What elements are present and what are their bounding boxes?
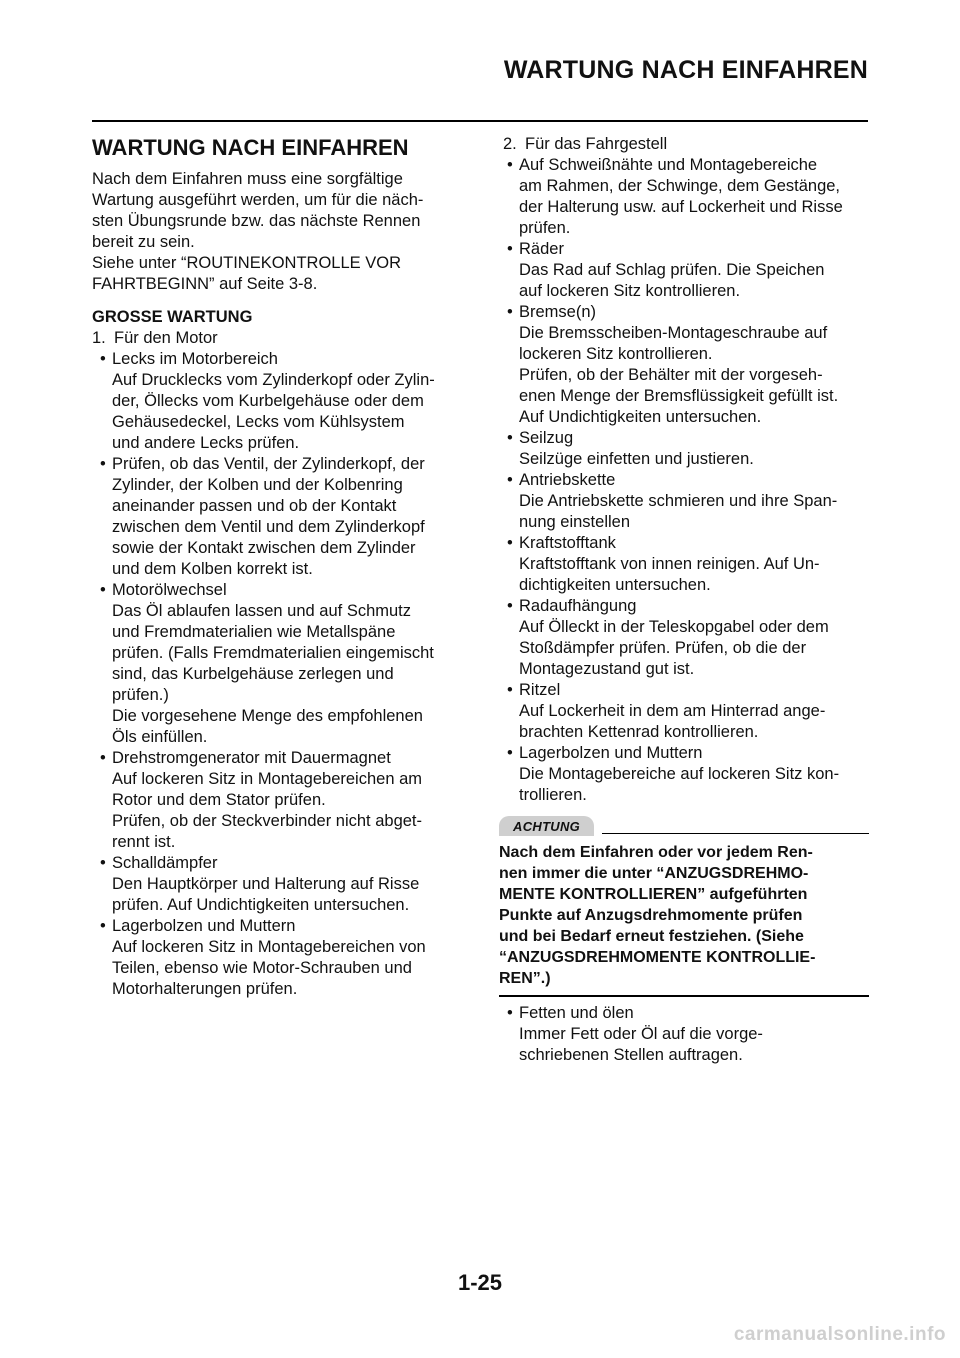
- section-title: WARTUNG NACH EINFAHREN: [92, 135, 409, 160]
- bullet-text: Die Montagebereiche auf lockeren Sitz kon-: [519, 765, 840, 783]
- bullet-heading: Antriebskette: [519, 471, 616, 489]
- bullet-heading: Kraftstofftank: [519, 534, 616, 552]
- bullet-icon: •: [100, 853, 106, 872]
- item-label: Für den Motor: [114, 328, 218, 347]
- bullet-text: Die Antriebskette schmieren und ihre Span-: [519, 492, 838, 510]
- bullet-heading: Prüfen, ob das Ventil, der Zylinderkopf, der: [112, 454, 425, 473]
- bullet-item: [507, 470, 869, 533]
- bullet-text: Auf Ölleckt in der Teleskopgabel oder dem: [519, 618, 829, 636]
- engine-checklist: [92, 349, 462, 1000]
- bullet-heading: Räder: [519, 240, 564, 258]
- subheading-grosse-wartung: GROSSE WARTUNG: [92, 307, 253, 326]
- chassis-checklist: [499, 155, 869, 806]
- bullet-item: [507, 680, 869, 743]
- numbered-item-chassis: [503, 134, 869, 155]
- bullet-icon: •: [507, 681, 513, 699]
- bullet-icon: •: [507, 303, 513, 321]
- right-column: [499, 134, 869, 1066]
- bullet-icon: •: [507, 597, 513, 615]
- bullet-text: Montagezustand gut ist.: [519, 660, 695, 678]
- bullet-text: dichtigkeiten untersuchen.: [519, 576, 711, 594]
- bullet-item: [507, 533, 869, 596]
- bullet-text: Auf lockeren Sitz in Montagebereichen von: [112, 937, 426, 956]
- item-label: Für das Fahrgestell: [525, 135, 668, 153]
- bullet-text: prüfen. (Falls Fremdmaterialien eingemischt: [112, 643, 434, 662]
- bullet-text: Den Hauptkörper und Halterung auf Risse: [112, 874, 420, 893]
- bullet-icon: •: [507, 429, 513, 447]
- bullet-item: [100, 580, 462, 748]
- bullet-heading: Motorölwechsel: [112, 580, 227, 599]
- bullet-item: [507, 596, 869, 680]
- bullet-heading: Ritzel: [519, 681, 561, 699]
- caution-text: Nach dem Einfahren oder vor jedem Ren- nen immer die unter “ANZUGSDREHMO- MENTE KONTROLLIEREN” aufgeführten Punkte auf Anzugsdrehmomente prüfen und bei Bedarf erneut festziehen. (Siehe “ANZUGSDREHMOMENTE KONTROLLIE- REN”.): [499, 844, 816, 987]
- bullet-heading: Lecks im Motorbereich: [112, 349, 278, 368]
- bullet-text: Das Rad auf Schlag prüfen. Die Speichen: [519, 261, 825, 279]
- caution-end-rule: [499, 995, 869, 997]
- intro-paragraph: Nach dem Einfahren muss eine sorgfältige Wartung ausgeführt werden, um für die näch- sten Übungsrunde bzw. das nächste Rennen bereit zu sein. Siehe unter “ROUTINEKONTROLLE VOR FAHRTBEGINN” auf Seite 3-8.: [92, 169, 424, 293]
- item-number: 1.: [92, 328, 106, 347]
- page-header-title: WARTUNG NACH EINFAHREN: [503, 56, 868, 84]
- bullet-text: auf lockeren Sitz kontrollieren.: [519, 282, 741, 300]
- page-number: 1-25: [457, 1270, 503, 1295]
- bullet-icon: •: [100, 349, 106, 368]
- bullet-text: aneinander passen und ob der Kontakt: [112, 496, 397, 515]
- bullet-text: Seilzüge einfetten und justieren.: [519, 450, 754, 468]
- bullet-item: [100, 748, 462, 853]
- bullet-text: und dem Kolben korrekt ist.: [112, 559, 313, 578]
- bullet-item: [507, 155, 869, 239]
- caution-badge: ACHTUNG: [499, 816, 594, 836]
- bullet-icon: •: [100, 454, 106, 473]
- bullet-text: der, Öllecks vom Kurbelgehäuse oder dem: [112, 391, 424, 410]
- bullet-text: zwischen dem Ventil und dem Zylinderkopf: [112, 517, 425, 536]
- bullet-text: und andere Lecks prüfen.: [112, 433, 300, 452]
- bullet-text: sind, das Kurbelgehäuse zerlegen und: [112, 664, 394, 683]
- bullet-text: Die Bremsscheiben-Montageschraube auf: [519, 324, 828, 342]
- bullet-item: [100, 916, 462, 1000]
- bullet-icon: •: [507, 471, 513, 489]
- bullet-text: enen Menge der Bremsflüssigkeit gefüllt ist.: [519, 387, 839, 405]
- bullet-item: [100, 454, 462, 580]
- bullet-heading: Auf Schweißnähte und Montagebereiche: [519, 156, 818, 174]
- bullet-text: Stoßdämpfer prüfen. Prüfen, ob die der: [519, 639, 807, 657]
- bullet-text: Auf Lockerheit in dem am Hinterrad ange-: [519, 702, 826, 720]
- bullet-text: nung einstellen: [519, 513, 631, 531]
- bullet-heading: Drehstromgenerator mit Dauermagnet: [112, 748, 391, 767]
- bullet-text: Die vorgesehene Menge des empfohlenen: [112, 706, 423, 725]
- caution-header: [499, 816, 869, 836]
- bullet-text: prüfen. Auf Undichtigkeiten untersuchen.: [112, 895, 410, 914]
- bullet-text: und Fremdmaterialien wie Metallspäne: [112, 622, 396, 641]
- bullet-text: Zylinder, der Kolben und der Kolbenring: [112, 475, 403, 494]
- bullet-icon: •: [100, 580, 106, 599]
- bullet-icon: •: [100, 916, 106, 935]
- bullet-text: sowie der Kontakt zwischen dem Zylinder: [112, 538, 416, 557]
- bullet-icon: •: [507, 534, 513, 552]
- bullet-text: prüfen.): [112, 685, 169, 704]
- bullet-text: Auf Drucklecks vom Zylinderkopf oder Zylin-: [112, 370, 435, 389]
- bullet-text: Auf Undichtigkeiten untersuchen.: [519, 408, 762, 426]
- bullet-heading: Lagerbolzen und Muttern: [519, 744, 703, 762]
- bullet-text: Das Öl ablaufen lassen und auf Schmutz: [112, 601, 412, 620]
- numbered-item-engine: [92, 328, 462, 349]
- bullet-heading: Schalldämpfer: [112, 853, 218, 872]
- bullet-text: rennt ist.: [112, 832, 176, 851]
- bullet-text: Gehäusedeckel, Lecks vom Kühlsystem: [112, 412, 405, 431]
- bullet-item: [507, 239, 869, 302]
- bullet-item: [507, 302, 869, 428]
- header-divider: [92, 120, 868, 122]
- bullet-text: Rotor und dem Stator prüfen.: [112, 790, 326, 809]
- bullet-item: [100, 853, 462, 916]
- bullet-item: [100, 349, 462, 454]
- bullet-text: trollieren.: [519, 786, 587, 804]
- bullet-icon: •: [507, 240, 513, 258]
- bullet-text: Motorhalterungen prüfen.: [112, 979, 298, 998]
- bullet-heading: Radaufhängung: [519, 597, 637, 615]
- bullet-heading: Bremse(n): [519, 303, 597, 321]
- bullet-text: der Halterung usw. auf Lockerheit und Risse: [519, 198, 843, 216]
- bullet-heading: Lagerbolzen und Muttern: [112, 916, 296, 935]
- item-number: 2.: [503, 135, 517, 153]
- watermark: carmanualsonline.info: [733, 1324, 946, 1345]
- bullet-icon: •: [507, 744, 513, 762]
- bullet-icon: •: [507, 156, 513, 174]
- bullet-text: Prüfen, ob der Steckverbinder nicht abget-: [112, 811, 423, 830]
- bullet-text: prüfen.: [519, 219, 571, 237]
- bullet-item: [507, 428, 869, 470]
- bullet-item: [507, 743, 869, 806]
- bullet-text: am Rahmen, der Schwinge, dem Gestänge,: [519, 177, 841, 195]
- bullet-text: Auf lockeren Sitz in Montagebereichen am: [112, 769, 423, 788]
- left-column: [92, 134, 462, 1000]
- bullet-text: Teilen, ebenso wie Motor-Schrauben und: [112, 958, 412, 977]
- bullet-item-grease: • Fetten und ölen Immer Fett oder Öl auf die vorge- schriebenen Stellen auftragen.: [507, 1003, 763, 1064]
- bullet-text: Öls einfüllen.: [112, 727, 208, 746]
- bullet-heading: Seilzug: [519, 429, 574, 447]
- bullet-text: brachten Kettenrad kontrollieren.: [519, 723, 759, 741]
- bullet-icon: •: [507, 1003, 513, 1022]
- bullet-text: Kraftstofftank von innen reinigen. Auf Un-: [519, 555, 820, 573]
- bullet-text: lockeren Sitz kontrollieren.: [519, 345, 713, 363]
- bullet-icon: •: [100, 748, 106, 767]
- caution-rule: [602, 833, 869, 835]
- bullet-text: Prüfen, ob der Behälter mit der vorgeseh-: [519, 366, 823, 384]
